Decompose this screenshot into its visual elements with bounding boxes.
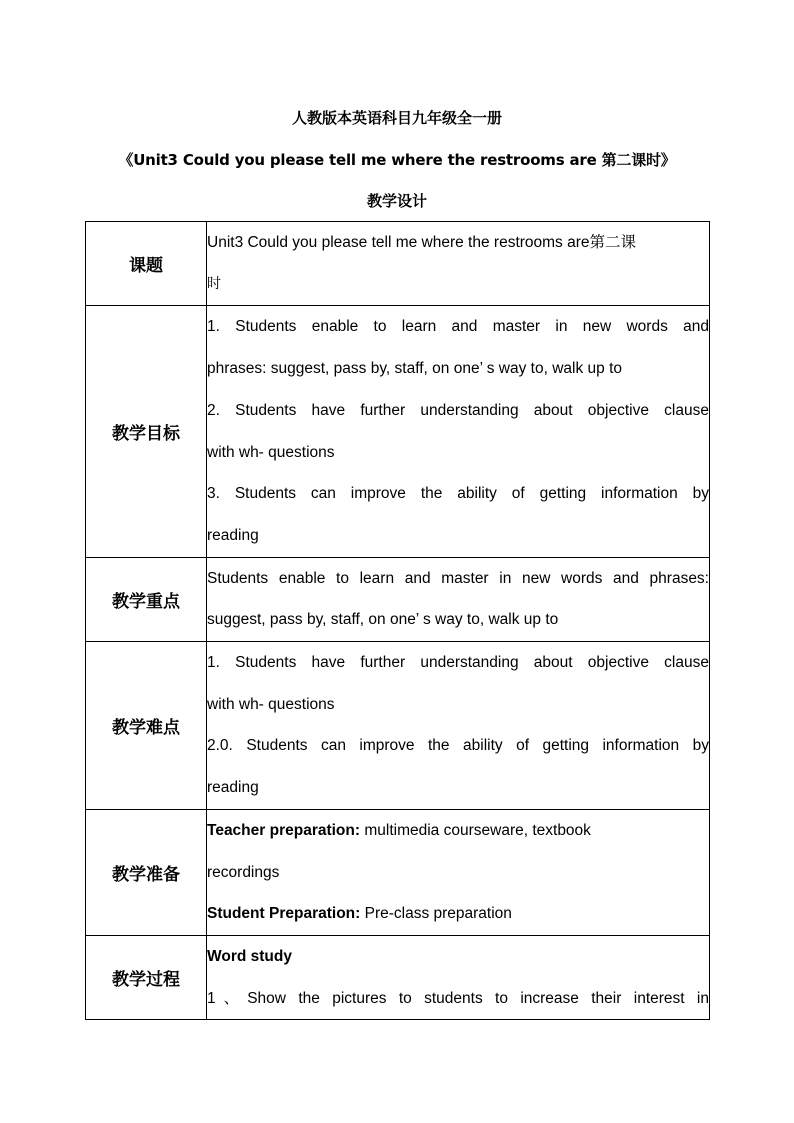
row-label-key-points: 教学重点 (86, 557, 207, 641)
document-subtitle: 教学设计 (366, 192, 427, 210)
table-row-preparation (86, 809, 710, 935)
content-line: 1、Show the pictures to students to increase their interest in (207, 989, 709, 1007)
student-preparation-value: Pre-class preparation (360, 905, 512, 923)
content-line: suggest, pass by, staff, on one’ s way to, walk up to (207, 611, 559, 629)
content-line: phrases: suggest, pass by, staff, on one’ s way to, walk up to (207, 360, 622, 378)
row-content-preparation (207, 809, 710, 935)
content-line: Students enable to learn and master in new words and phrases: (207, 569, 709, 587)
teacher-preparation-line (207, 810, 709, 852)
row-label-topic: 课题 (86, 222, 207, 306)
content-line: 2.0. Students can improve the ability of getting information by (207, 737, 709, 755)
student-preparation-line (207, 893, 709, 935)
table-row-process (86, 935, 710, 1019)
content-line: recordings (207, 863, 280, 881)
row-label-process: 教学过程 (86, 935, 207, 1019)
document-title: 人教版本英语科目九年级全一册 (291, 109, 502, 127)
row-content-key-points (207, 557, 710, 641)
row-content-topic (207, 222, 710, 306)
content-line: 1. Students enable to learn and master in new words and (207, 318, 709, 336)
content-line: Unit3 Could you please tell me where the restrooms are第二课 (207, 234, 637, 251)
content-line: with wh- questions (207, 695, 335, 713)
table-row-key-points (86, 557, 710, 641)
table-row-objectives (86, 306, 710, 557)
row-label-objectives: 教学目标 (86, 306, 207, 557)
section-heading: Word study (207, 947, 292, 965)
lesson-plan-table (85, 221, 710, 1020)
teacher-preparation-value: multimedia courseware, textbook (360, 821, 591, 839)
row-content-difficulties (207, 642, 710, 810)
lesson-title: 《Unit3 Could you please tell me where the restrooms are 第二课时》 (118, 151, 676, 169)
table-row-topic (86, 222, 710, 306)
row-content-process (207, 935, 710, 1019)
content-line: 时 (207, 275, 221, 292)
row-content-objectives (207, 306, 710, 557)
row-label-preparation: 教学准备 (86, 809, 207, 935)
student-preparation-label: Student Preparation: (207, 905, 361, 923)
content-line: 3. Students can improve the ability of getting information by (207, 485, 709, 503)
teacher-preparation-label: Teacher preparation: (207, 821, 361, 839)
content-line: with wh- questions (207, 443, 335, 461)
content-line: reading (207, 779, 259, 797)
content-line: reading (207, 526, 259, 544)
row-label-difficulties: 教学难点 (86, 642, 207, 810)
content-line: 1. Students have further understanding about objective clause (207, 654, 709, 672)
table-row-difficulties (86, 642, 710, 810)
content-line: 2. Students have further understanding about objective clause (207, 401, 709, 419)
